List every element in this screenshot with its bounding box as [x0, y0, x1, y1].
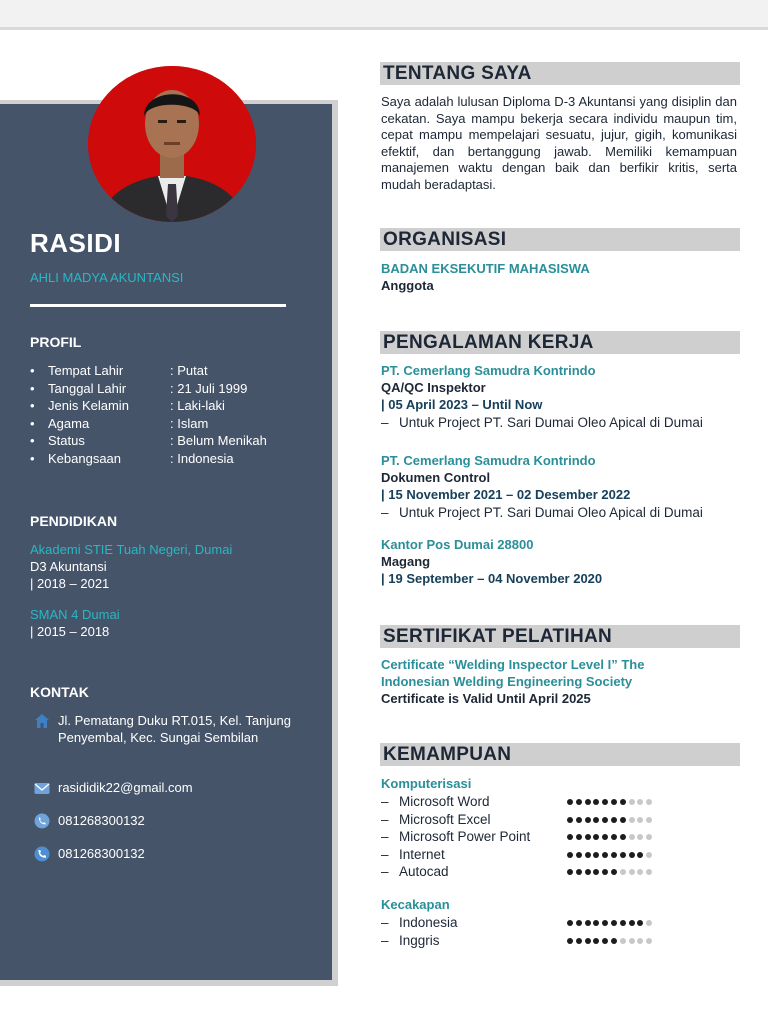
school-name: Akademi STIE Tuah Negeri, Dumai [30, 542, 233, 557]
skill-name: Microsoft Excel [399, 811, 491, 827]
experience-heading-bar [380, 331, 740, 354]
skill-dot-filled [602, 938, 608, 944]
job-title: Magang [381, 554, 431, 569]
skill-dot-filled [585, 799, 591, 805]
dash-mark: – [381, 811, 389, 827]
skill-name: Microsoft Power Point [399, 829, 531, 845]
skill-dot-filled [611, 852, 617, 858]
skill-row [381, 811, 671, 829]
skill-dot-empty [637, 817, 643, 823]
skill-name: Inggris [399, 932, 440, 948]
skill-dot-empty [646, 852, 652, 858]
education-years: | 2015 – 2018 [30, 624, 110, 639]
email-icon [33, 779, 51, 797]
skill-dot-empty [629, 817, 635, 823]
skill-dot-filled [585, 817, 591, 823]
about-heading-bar [380, 62, 740, 85]
skill-dot-filled [567, 938, 573, 944]
profile-photo [88, 66, 256, 222]
profile-heading: PROFIL [30, 334, 82, 350]
skill-dot-filled [576, 799, 582, 805]
profile-label: Jenis Kelamin [48, 398, 129, 414]
skill-dot-filled [567, 869, 573, 875]
degree: D3 Akuntansi [30, 559, 107, 574]
name-divider [30, 304, 286, 307]
dash-mark: – [381, 846, 389, 862]
job-detail [381, 414, 703, 431]
organization-position: Anggota [381, 278, 434, 293]
profile-value: : Putat [170, 363, 208, 378]
skill-level-rating [567, 920, 657, 927]
whatsapp-number[interactable]: 081268300132 [58, 813, 145, 828]
skill-level-rating [567, 834, 657, 841]
skill-dot-filled [637, 852, 643, 858]
profile-item [30, 397, 320, 415]
profile-label: Kebangsaan [48, 450, 122, 466]
skill-dot-filled [576, 869, 582, 875]
skill-dot-filled [602, 869, 608, 875]
certificate-heading-bar [380, 625, 740, 648]
skill-dot-filled [602, 834, 608, 840]
address-text: Jl. Pematang Duku RT.015, Kel. Tanjung Penyembal, Kec. Sungai Sembilan [58, 713, 291, 745]
organization-heading: ORGANISASI [383, 229, 507, 250]
skill-dot-filled [585, 852, 591, 858]
skill-level-rating [567, 799, 657, 806]
person-name: RASIDI [30, 228, 122, 258]
skills-heading: KEMAMPUAN [383, 744, 512, 765]
job-period: | 05 April 2023 – Until Now [381, 397, 543, 412]
profile-value: : 21 Juli 1999 [170, 380, 248, 396]
education-entry [30, 606, 120, 640]
skill-dot-filled [611, 869, 617, 875]
job-title: QA/QC Inspektor [381, 380, 486, 395]
organization-name: BADAN EKSEKUTIF MAHASISWA [381, 261, 590, 276]
skill-dot-filled [620, 834, 626, 840]
skill-dot-filled [576, 920, 582, 926]
about-heading: TENTANG SAYA [383, 63, 532, 84]
skill-name: Internet [399, 846, 445, 862]
skill-level-rating [567, 852, 657, 859]
skill-row [381, 828, 671, 846]
skill-dot-filled [593, 799, 599, 805]
skill-level-rating [567, 938, 657, 945]
profile-value: : Laki-laki [170, 398, 225, 414]
skill-dot-filled [602, 920, 608, 926]
skill-dot-empty [646, 920, 652, 926]
contact-phone [33, 845, 303, 863]
job-detail [381, 504, 703, 521]
skill-dot-filled [620, 817, 626, 823]
skill-dot-filled [629, 852, 635, 858]
skill-dot-filled [593, 852, 599, 858]
skill-dot-filled [567, 834, 573, 840]
skill-name: Microsoft Word [399, 794, 490, 809]
skill-dot-filled [611, 920, 617, 926]
skill-dot-filled [602, 817, 608, 823]
skill-row [381, 914, 671, 932]
profile-label: Tanggal Lahir [48, 380, 127, 396]
certificate-title-line1: Certificate “Welding Inspector Level I” The [381, 657, 645, 672]
skill-dot-empty [629, 938, 635, 944]
profile-item [30, 432, 320, 450]
contact-whatsapp [33, 812, 303, 830]
phone-number[interactable]: 081268300132 [58, 846, 145, 861]
dash-mark: – [381, 932, 389, 948]
skill-dot-empty [646, 817, 652, 823]
skill-dot-filled [567, 817, 573, 823]
certificate-title-line2: Indonesian Welding Engineering Society [381, 674, 633, 689]
skill-dot-empty [637, 834, 643, 840]
profile-list [30, 362, 320, 468]
skill-dot-filled [567, 920, 573, 926]
dash-mark: – [381, 794, 389, 809]
skill-dot-filled [611, 938, 617, 944]
phone-icon [33, 845, 51, 863]
dash-mark: – [381, 415, 389, 430]
skill-name: Autocad [399, 864, 449, 880]
skill-dot-empty [646, 869, 652, 875]
skill-dot-filled [567, 852, 573, 858]
skill-group-title: Komputerisasi [381, 776, 472, 791]
profile-item [30, 380, 320, 398]
skill-dot-filled [611, 834, 617, 840]
experience-heading: PENGALAMAN KERJA [383, 332, 594, 353]
whatsapp-icon [33, 812, 51, 830]
skill-dot-filled [620, 852, 626, 858]
skill-dot-filled [620, 920, 626, 926]
skill-name: Indonesia [399, 915, 458, 930]
skill-dot-filled [593, 869, 599, 875]
job-period: | 15 November 2021 – 02 Desember 2022 [381, 487, 631, 502]
profile-value: : Belum Menikah [170, 433, 267, 449]
profile-label: Status [48, 433, 85, 449]
skill-dot-filled [567, 799, 573, 805]
skill-dot-filled [585, 834, 591, 840]
skill-row [381, 793, 671, 811]
skill-dot-empty [620, 938, 626, 944]
skill-dot-filled [637, 920, 643, 926]
dash-mark: – [381, 864, 389, 880]
skill-dot-empty [637, 869, 643, 875]
dash-mark: – [381, 829, 389, 845]
email-text[interactable]: rasididik22@gmail.com [58, 780, 193, 795]
job-company: Kantor Pos Dumai 28800 [381, 537, 534, 552]
job-detail-text: Untuk Project PT. Sari Dumai Oleo Apical di Dumai [399, 505, 703, 520]
skill-group-title: Kecakapan [381, 897, 450, 912]
skill-dot-filled [585, 938, 591, 944]
certificate-validity: Certificate is Valid Until April 2025 [381, 691, 591, 706]
skill-dot-empty [620, 869, 626, 875]
skill-dot-filled [629, 920, 635, 926]
skills-heading-bar [380, 743, 740, 766]
profile-item [30, 450, 320, 468]
skill-dot-empty [629, 799, 635, 805]
skill-dot-filled [576, 834, 582, 840]
skill-dot-filled [585, 869, 591, 875]
education-heading: PENDIDIKAN [30, 513, 118, 529]
skill-dot-empty [646, 834, 652, 840]
person-title: AHLI MADYA AKUNTANSI [30, 270, 184, 285]
skill-row [381, 863, 671, 881]
job-company: PT. Cemerlang Samudra Kontrindo [381, 453, 596, 468]
contact-address [33, 712, 303, 746]
skill-dot-filled [593, 938, 599, 944]
skill-row [381, 932, 671, 950]
skill-dot-filled [576, 852, 582, 858]
skill-dot-empty [637, 938, 643, 944]
skill-dot-filled [611, 799, 617, 805]
skill-row [381, 846, 671, 864]
skill-level-rating [567, 869, 657, 876]
education-years: | 2018 – 2021 [30, 576, 110, 591]
viewer-top-bar [0, 0, 768, 30]
skill-dot-empty [646, 799, 652, 805]
profile-value: : Islam [170, 415, 209, 431]
profile-item [30, 415, 320, 433]
profile-value: : Indonesia [170, 450, 234, 466]
contact-email [33, 779, 303, 797]
skill-dot-filled [585, 920, 591, 926]
about-text: Saya adalah lulusan Diploma D-3 Akuntansi yang disiplin dan cekatan. Saya mampu bekerja secara individu maupun tim, cepat mampu mempelajari sesuatu, jujur, gigih, komunikasi efektif, dan bertanggung jawab. Memiliki kemampuan manajemen waktu dengan baik dan berfikir kritis, serta mudah beradaptasi. [381, 94, 737, 192]
profile-label: Agama [48, 415, 90, 431]
job-company: PT. Cemerlang Samudra Kontrindo [381, 363, 596, 378]
school-name: SMAN 4 Dumai [30, 607, 120, 622]
skill-dot-filled [620, 799, 626, 805]
skill-level-rating [567, 817, 657, 824]
skill-dot-empty [629, 869, 635, 875]
skill-dot-filled [593, 834, 599, 840]
certificate-heading: SERTIFIKAT PELATIHAN [383, 626, 613, 647]
dash-mark: – [381, 505, 389, 520]
skill-dot-empty [646, 938, 652, 944]
organization-heading-bar [380, 228, 740, 251]
profile-item [30, 362, 320, 380]
home-icon [33, 712, 51, 730]
job-title: Dokumen Control [381, 470, 491, 485]
profile-label: Tempat Lahir [48, 363, 124, 378]
skill-dot-filled [576, 817, 582, 823]
skill-dot-filled [593, 920, 599, 926]
education-entry [30, 541, 232, 592]
job-period: | 19 September – 04 November 2020 [381, 571, 603, 586]
skill-dot-empty [637, 799, 643, 805]
skill-dot-filled [611, 817, 617, 823]
skill-dot-filled [593, 817, 599, 823]
skill-dot-filled [576, 938, 582, 944]
contact-heading: KONTAK [30, 684, 89, 700]
skill-dot-empty [629, 834, 635, 840]
skill-dot-filled [602, 799, 608, 805]
dash-mark: – [381, 915, 389, 930]
job-detail-text: Untuk Project PT. Sari Dumai Oleo Apical di Dumai [399, 415, 703, 430]
skill-dot-filled [602, 852, 608, 858]
